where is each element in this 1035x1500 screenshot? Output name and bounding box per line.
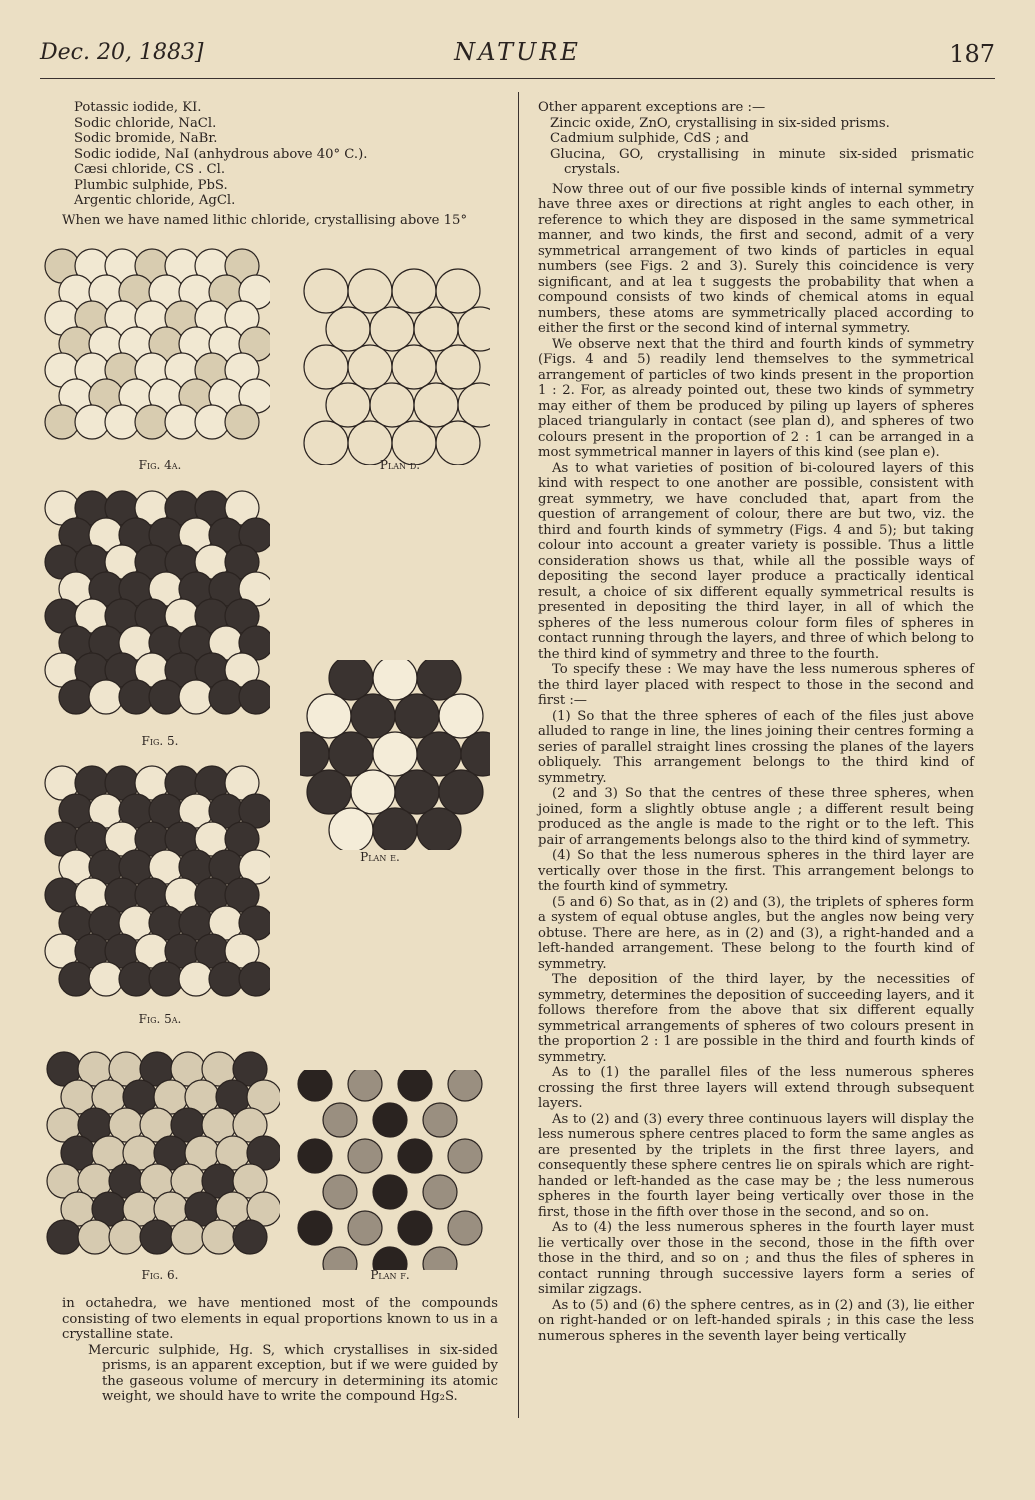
sphere bbox=[373, 732, 417, 776]
sphere bbox=[370, 383, 414, 427]
sphere bbox=[329, 660, 373, 700]
sphere bbox=[348, 269, 392, 313]
sphere bbox=[329, 808, 373, 850]
sphere bbox=[423, 1175, 457, 1209]
fig-caption: Fig. 4a. bbox=[138, 458, 182, 472]
sphere bbox=[323, 1175, 357, 1209]
sphere bbox=[78, 1220, 112, 1254]
sphere bbox=[326, 307, 370, 351]
sphere bbox=[351, 694, 395, 738]
sphere bbox=[373, 1103, 407, 1137]
sphere bbox=[47, 1220, 81, 1254]
compound-item: Argentic chloride, AgCl. bbox=[74, 193, 236, 208]
column-divider bbox=[518, 92, 519, 1418]
sphere bbox=[105, 405, 139, 439]
sphere bbox=[373, 1175, 407, 1209]
sphere bbox=[417, 732, 461, 776]
sphere bbox=[448, 1211, 482, 1245]
sphere bbox=[233, 1220, 267, 1254]
sphere bbox=[398, 1139, 432, 1173]
sphere bbox=[89, 680, 123, 714]
figure-4a-illustration bbox=[40, 244, 270, 454]
paragraph: (2 and 3) So that the centres of these three spheres, when joined, form a slightly obtuse angle ; a different result being produced as the angle is made to the right or to the left. This pair of arrangements belongs also to the third kind of symmetry. bbox=[538, 786, 974, 848]
fig-caption: Fig. 5. bbox=[141, 734, 179, 748]
plan-caption: Plan e. bbox=[360, 850, 400, 864]
sphere bbox=[171, 1220, 205, 1254]
plan-f-illustration bbox=[295, 1070, 485, 1270]
sphere bbox=[298, 1070, 332, 1101]
sphere bbox=[392, 345, 436, 389]
sphere bbox=[458, 307, 490, 351]
plan-e-illustration bbox=[300, 660, 490, 850]
sphere bbox=[398, 1211, 432, 1245]
sphere bbox=[323, 1247, 357, 1270]
compound-item: Potassic iodide, KI. bbox=[74, 100, 202, 115]
sphere bbox=[195, 405, 229, 439]
sphere bbox=[448, 1139, 482, 1173]
sphere bbox=[304, 345, 348, 389]
sphere bbox=[448, 1070, 482, 1101]
plan-caption: Plan d. bbox=[379, 458, 421, 472]
sphere bbox=[414, 307, 458, 351]
sphere bbox=[395, 694, 439, 738]
sphere bbox=[179, 962, 213, 996]
sphere bbox=[395, 770, 439, 814]
sphere bbox=[436, 345, 480, 389]
sphere bbox=[298, 1211, 332, 1245]
fig-caption: Fig. 5a. bbox=[138, 1012, 182, 1026]
sphere bbox=[423, 1247, 457, 1270]
sphere bbox=[414, 383, 458, 427]
sphere bbox=[209, 680, 243, 714]
compound-item: Sodic chloride, NaCl. bbox=[74, 115, 217, 131]
figure-5a-illustration bbox=[40, 763, 270, 1008]
paragraph: The deposition of the third layer, by the necessities of symmetry, determines the deposition of succeeding layers, and it follows therefore from the above that six different equally symmetrical arrangements of spheres of two colours present in the proportion 2 : 1 are possible in the third and fourth kinds of symmetry. bbox=[538, 972, 974, 1065]
sphere bbox=[329, 732, 373, 776]
paragraph: As to (1) the parallel files of the less numerous spheres crossing the first three layers will extend through subsequent layers. bbox=[538, 1065, 974, 1111]
paragraph: As to (5) and (6) the sphere centres, as in (2) and (3), lie either on right-handed or on left-handed spirals ; in this case the less numerous spheres in the seventh layer being vertically bbox=[538, 1297, 974, 1344]
sphere bbox=[458, 383, 490, 427]
exception-item: Glucina, GO, crystallising in minute six-sided prismatic crystals. bbox=[550, 146, 974, 177]
paragraph: (4) So that the less numerous spheres in the third layer are vertically over those in the first. This arrangement belongs to the fourth kind of symmetry. bbox=[538, 848, 974, 894]
paragraph: in octahedra, we have mentioned most of the compounds consisting of two elements in equal proportions known to us in a crystalline state. bbox=[62, 1296, 498, 1342]
sphere bbox=[461, 732, 490, 776]
figure-6-illustration bbox=[40, 1045, 280, 1265]
compound-item: Sodic bromide, NaBr. bbox=[74, 131, 218, 146]
sphere bbox=[300, 732, 329, 776]
sphere bbox=[307, 694, 351, 738]
sphere bbox=[304, 421, 348, 465]
sphere bbox=[323, 1103, 357, 1137]
left-column-top bbox=[62, 100, 498, 228]
sphere bbox=[298, 1139, 332, 1173]
sphere bbox=[89, 962, 123, 996]
sphere bbox=[392, 269, 436, 313]
sphere bbox=[140, 1220, 174, 1254]
compound-item: Sodic iodide, NaI (anhydrous above 40° C.). bbox=[74, 146, 368, 162]
sphere bbox=[439, 770, 483, 814]
header-date: Dec. 20, 1883] bbox=[40, 40, 204, 65]
sphere bbox=[373, 1247, 407, 1270]
sphere bbox=[149, 962, 183, 996]
paragraph: (5 and 6) So that, as in (2) and (3), the triplets of spheres form a system of equal obtuse angles, but the angles now being very obtuse. There are here, as in (2) and (3), a right-handed and a left-handed arrangement. These belong to the fourth kind of symmetry. bbox=[538, 894, 974, 972]
running-header bbox=[40, 38, 995, 79]
right-column bbox=[538, 100, 974, 1344]
journal-title: NATURE bbox=[454, 38, 581, 66]
sphere bbox=[373, 808, 417, 850]
sphere bbox=[439, 694, 483, 738]
fig-caption: Fig. 6. bbox=[141, 1268, 179, 1282]
sphere bbox=[149, 680, 183, 714]
sphere bbox=[109, 1220, 143, 1254]
sphere bbox=[119, 680, 153, 714]
paragraph: As to (4) the less numerous spheres in the fourth layer must lie vertically over those in the second, those in the fifth over those in the third, and so on ; and thus the files of spheres in contact running through successive layers form a series of similar zigzags. bbox=[538, 1220, 974, 1297]
sphere bbox=[239, 962, 270, 996]
sphere bbox=[135, 405, 169, 439]
sphere bbox=[348, 1211, 382, 1245]
paragraph: When we have named lithic chloride, crystallising above 15° bbox=[62, 212, 468, 228]
figure-5-illustration bbox=[40, 488, 270, 723]
exception-item: Zincic oxide, ZnO, crystallising in six-sided prisms. bbox=[550, 115, 890, 131]
sphere bbox=[119, 962, 153, 996]
paragraph: (1) So that the three spheres of each of the files just above alluded to range in line, the lines joining their centres forming a series of parallel straight lines crossing the planes of the layers obliquely. This arrangement belongs to the third kind of symmetry. bbox=[538, 708, 974, 786]
compound-item: Plumbic sulphide, PbS. bbox=[74, 177, 228, 193]
sphere bbox=[373, 660, 417, 700]
sphere bbox=[307, 770, 351, 814]
sphere bbox=[304, 269, 348, 313]
paragraph: As to (2) and (3) every three continuous layers will display the less numerous sphere centres placed to form the same angles as are presented by the triplets in the first three layers, and consequently these sphere centres lie on spirals which are right-handed or left-handed as the case may be ; the less numerous spheres in the fourth layer being vertically over those in the first, those in the fifth over those in the second, and so on. bbox=[538, 1111, 974, 1220]
sphere bbox=[348, 1070, 382, 1101]
sphere bbox=[326, 383, 370, 427]
sphere bbox=[225, 405, 259, 439]
paragraph: Mercuric sulphide, Hg. S, which crystallises in six-sided prisms, is an apparent exception, but if we were guided by the gaseous volume of mercury in determining its atomic weight, we should have to write the compound Hg₂S. bbox=[88, 1342, 498, 1404]
sphere bbox=[45, 405, 79, 439]
paragraph: We observe next that the third and fourth kinds of symmetry (Figs. 4 and 5) readily lend themselves to the symmetrical arrangement of particles of two kinds present in the proportion 1 : 2. For, as already pointed out, these two kinds of symmetry may either of them be produced by piling up layers of spheres placed triangularly in contact (see plan d), and spheres of two colours present in the proportion of 2 : 1 can be arranged in a most symmetrical manner in layers of this kind (see plan e). bbox=[538, 336, 974, 460]
sphere bbox=[417, 808, 461, 850]
sphere bbox=[417, 660, 461, 700]
sphere bbox=[239, 680, 270, 714]
plan-caption: Plan f. bbox=[370, 1268, 410, 1282]
sphere bbox=[398, 1070, 432, 1101]
sphere bbox=[351, 770, 395, 814]
sphere bbox=[165, 405, 199, 439]
sphere bbox=[59, 680, 93, 714]
sphere bbox=[423, 1103, 457, 1137]
sphere bbox=[75, 405, 109, 439]
page-number: 187 bbox=[949, 40, 995, 68]
sphere bbox=[179, 680, 213, 714]
left-column-bottom bbox=[62, 1296, 498, 1405]
paragraph: As to what varieties of position of bi-coloured layers of this kind with respect to one another are possible, consistent with great symmetry, we have concluded that, apart from the question of arrangement of colour, there are but two, viz. the third and fourth kinds of symmetry (Figs. 4 and 5); but taking colour into account a greater variety is possible. Thus a little consideration shows us that, while all the possible ways of depositing the second layer produce a practically identical result, a choice of six different equally symmetrical results is presented in depositing the third layer, in all of which the spheres of the less numerous colour form files of spheres in contact running through the layers, and three of which belong to the third kind of symmetry and three to the fourth. bbox=[538, 460, 974, 662]
sphere bbox=[436, 269, 480, 313]
plan-d-illustration bbox=[300, 265, 490, 465]
paragraph: To specify these : We may have the less numerous spheres of the third layer placed with respect to those in the second and first :— bbox=[538, 662, 974, 708]
sphere bbox=[209, 962, 243, 996]
sphere bbox=[348, 345, 392, 389]
paragraph: Now three out of our five possible kinds of internal symmetry have three axes or directions at right angles to each other, in reference to which they are disposed in the same symmetrical manner, and two kinds, the first and second, admit of a very symmetrical arrangement of two kinds of particles in equal numbers (see Figs. 2 and 3). Surely this coincidence is very significant, and at lea t suggests the probability that when a compound consists of two kinds of chemical atoms in equal numbers, these atoms are symmetrically placed according to either the first or the second kind of internal symmetry. bbox=[538, 181, 974, 336]
sphere bbox=[202, 1220, 236, 1254]
paragraph: Other apparent exceptions are :— bbox=[538, 100, 766, 115]
sphere bbox=[370, 307, 414, 351]
exception-item: Cadmium sulphide, CdS ; and bbox=[550, 131, 749, 146]
compound-item: Cæsi chloride, CS . Cl. bbox=[74, 162, 226, 177]
sphere bbox=[348, 1139, 382, 1173]
sphere bbox=[59, 962, 93, 996]
